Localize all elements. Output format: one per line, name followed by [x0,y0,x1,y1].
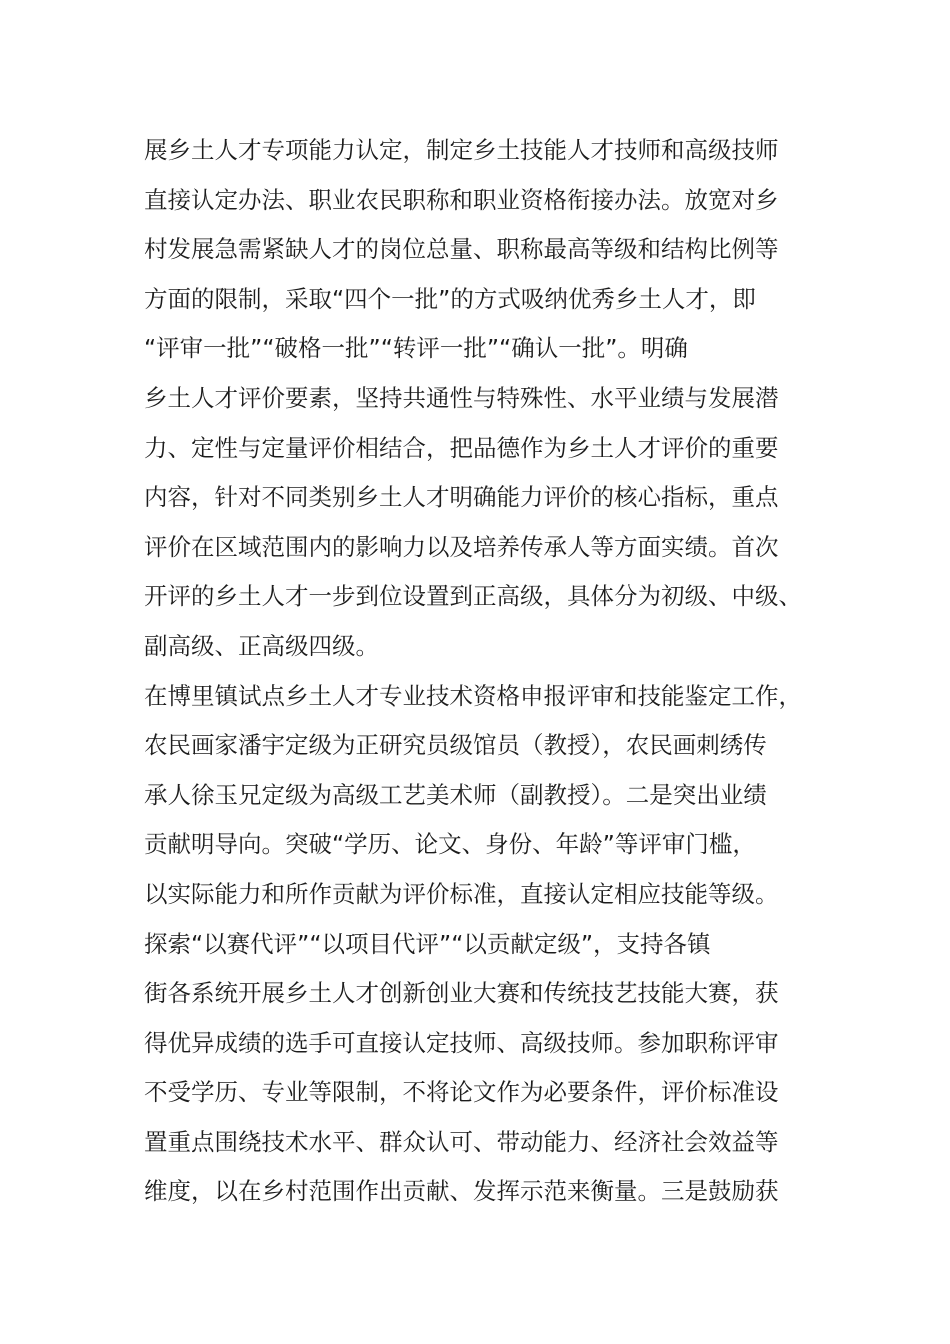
text-line: 直接认定办法、职业农民职称和职业资格衔接办法。放宽对乡 [144,185,779,214]
text-line: “评审一批”“破格一批”“转评一批”“确认一批”。明确 [144,334,688,363]
text-line: 展乡土人才专项能力认定，制定乡土技能人才技师和高级技师 [144,136,779,164]
text-line: 置重点围绕技术水平、群众认可、带动能力、经济社会效益等 [144,1127,779,1156]
text-line: 方面的限制，采取“四个一批”的方式吸纳优秀乡土人才，即 [144,284,756,313]
text-line: 维度，以在乡村范围作出贡献、发挥示范来衡量。三是鼓励获 [144,1177,779,1206]
text-line: 力、定性与定量评价相结合，把品德作为乡土人才评价的重要 [144,433,779,462]
text-line: 在博里镇试点乡土人才专业技术资格申报评审和技能鉴定工作， [144,681,802,710]
text-line: 探索“以赛代评”“以项目代评”“以贡献定级”，支持各镇 [144,929,711,958]
body-text [144,126,824,1217]
text-line: 评价在区域范围内的影响力以及培养传承人等方面实绩。首次 [144,532,779,561]
text-line: 开评的乡土人才一步到位设置到正高级，具体分为初级、中级、 [144,582,802,611]
text-line: 村发展急需紧缺人才的岗位总量、职称最高等级和结构比例等 [144,235,779,264]
text-line: 承人徐玉兄定级为高级工艺美术师（副教授）。二是突出业绩 [144,780,767,809]
text-line: 以实际能力和所作贡献为评价标准，直接认定相应技能等级。 [144,879,779,908]
text-line: 得优异成绩的选手可直接认定技师、高级技师。参加职称评审 [144,1028,779,1057]
text-line: 内容，针对不同类别乡土人才明确能力评价的核心指标，重点 [144,483,779,512]
text-line: 副高级、正高级四级。 [144,631,379,660]
text-line: 街各系统开展乡土人才创新创业大赛和传统技艺技能大赛，获 [144,979,779,1008]
text-line: 农民画家潘宇定级为正研究员级馆员（教授），农民画刺绣传 [144,731,767,760]
text-line: 贡献明导向。突破“学历、论文、身份、年龄”等评审门槛， [144,830,756,859]
text-line: 不受学历、专业等限制，不将论文作为必要条件，评价标准设 [144,1078,779,1107]
text-line: 乡土人才评价要素，坚持共通性与特殊性、水平业绩与发展潜 [144,383,779,412]
